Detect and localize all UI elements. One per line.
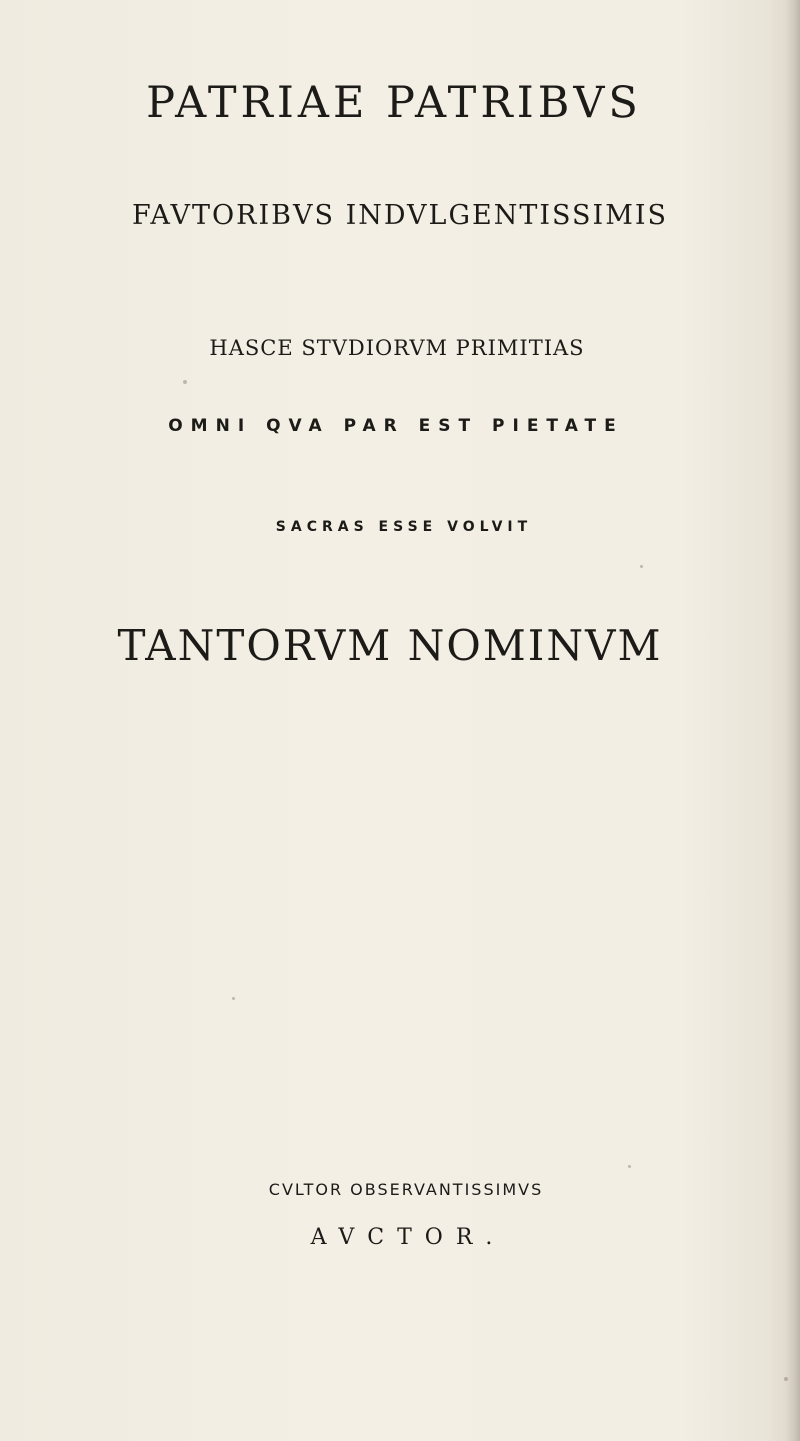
paper-speck [628, 1165, 631, 1168]
dedication-line-2: FAVTORIBVS INDVLGENTISSIMIS [131, 200, 669, 231]
paper-speck [183, 380, 187, 384]
paper-speck [784, 1377, 788, 1381]
dedication-line-6: TANTORVM NOMINVM [117, 621, 663, 670]
dedication-line-4: OMNI QVA PAR EST PIETATE [168, 416, 624, 436]
dedication-line-1: PATRIAE PATRIBVS [146, 78, 642, 128]
paper-speck [232, 997, 235, 1000]
signature-line-2: AVCTOR. [310, 1225, 506, 1250]
dedication-line-5: SACRAS ESSE VOLVIT [275, 519, 533, 535]
signature-line-1: CVLTOR OBSERVANTISSIMVS [268, 1180, 544, 1199]
dedication-line-3: HASCE STVDIORVM PRIMITIAS [209, 336, 585, 360]
paper-speck [640, 565, 643, 568]
